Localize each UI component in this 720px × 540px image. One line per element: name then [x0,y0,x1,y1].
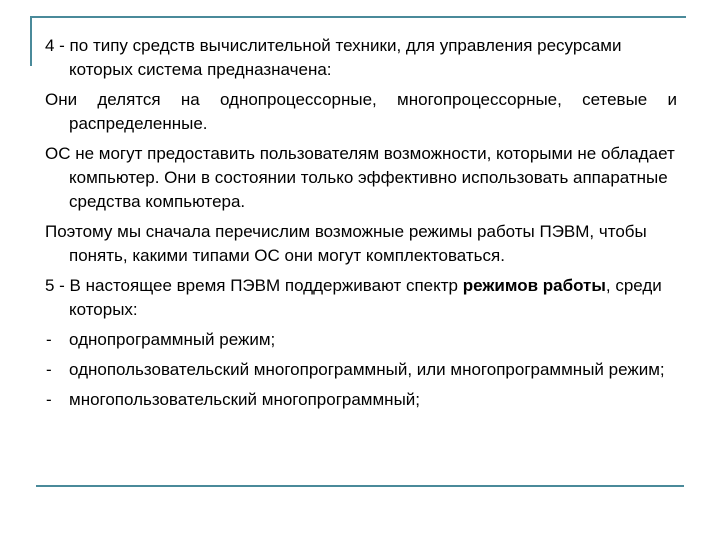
list-item-text: многопользовательский многопрограммный; [69,390,421,409]
paragraph-3: ОС не могут предоставить пользователям возможности, которыми не обладает компьютер. Они в состоянии только эффективно использовать аппаратные средства компьютера. [45,144,675,211]
list-item-text: однопрограммный режим; [69,330,276,349]
paragraph-5-lead: 5 - В настоящее время ПЭВМ поддерживают спектр [45,276,463,295]
list-item [45,328,677,352]
paragraph-5-tail: , среди которых: [69,276,662,319]
paragraph-5 [45,274,677,322]
paragraph-1: 4 - по типу средств вычислительной техники, для управления ресурсами которых система предназначена: [45,36,622,79]
list-item [45,358,677,382]
bullet-marker: - [46,360,52,379]
top-rule [30,16,686,18]
list-item [45,388,677,412]
slide-body [45,34,677,418]
paragraph-5-emphasis: режимов работы [462,276,606,295]
bullet-marker: - [46,390,52,409]
list-item-text: однопользовательский многопрограммный, или многопрограммный режим; [69,360,665,379]
paragraph-2: Они делятся на однопроцессорные, многопроцессорные, сетевые и распределенные. [45,90,677,133]
paragraph-4: Поэтому мы сначала перечислим возможные режимы работы ПЭВМ, чтобы понять, какими типами ОС они могут комплектоваться. [45,222,647,265]
bullet-marker: - [46,330,52,349]
bottom-rule [36,485,684,487]
left-accent-line [30,16,32,66]
